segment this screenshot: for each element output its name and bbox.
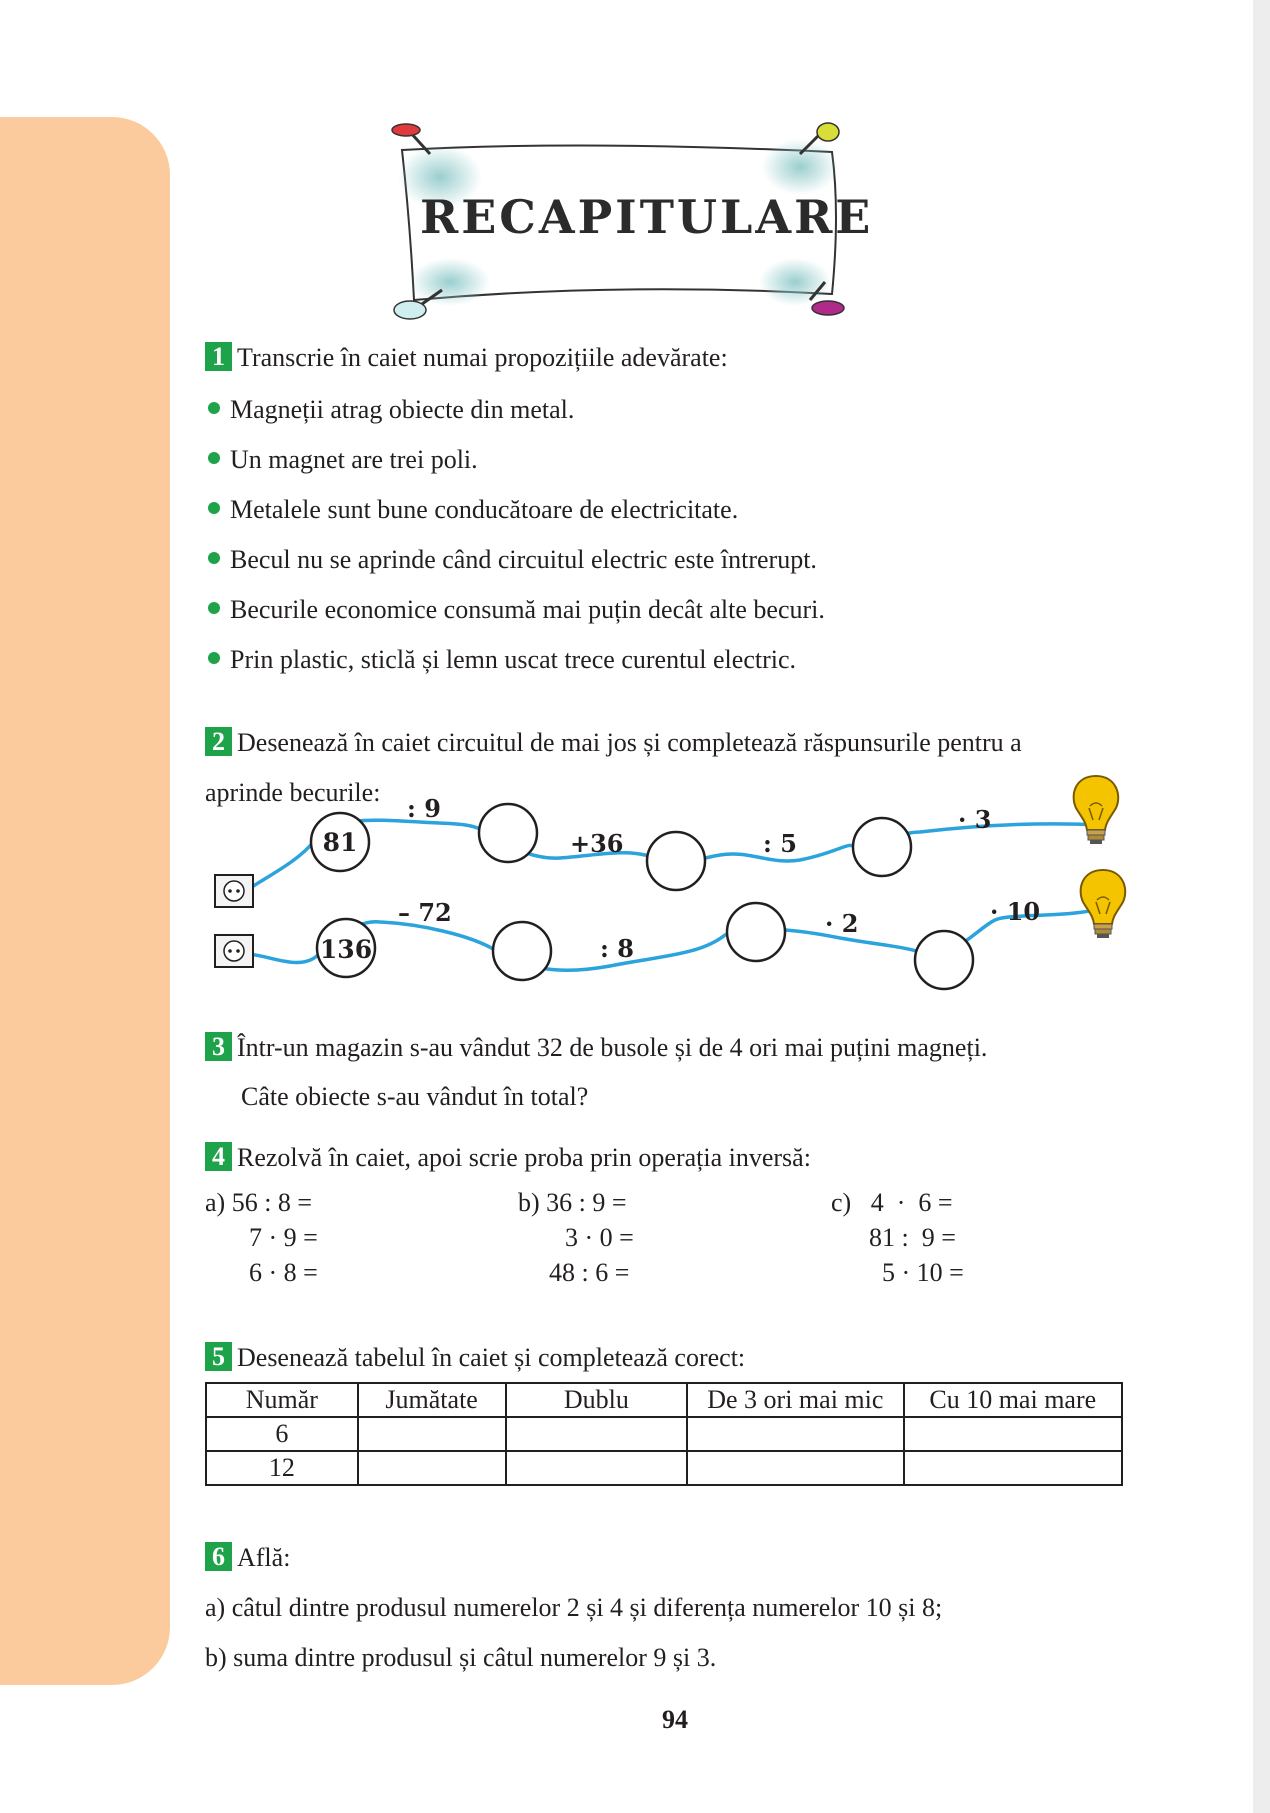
table-row	[206, 1417, 1122, 1451]
answer-circle	[727, 903, 785, 961]
electric-socket-icon	[215, 875, 253, 907]
answer-table	[205, 1382, 1123, 1486]
exercise-number-badge: 1	[205, 342, 232, 371]
list-item: Un magnet are trei poli.	[208, 445, 478, 475]
exercise-2-prompt: 2 Desenează în caiet circuitul de mai jos și completează răspunsurile pentru a	[205, 727, 1022, 758]
exercise-2-prompt-continued: aprinde becurile:	[205, 778, 381, 807]
side-band	[0, 117, 170, 1685]
bullet-dot-icon	[208, 502, 220, 514]
math-item: 7 · 9 =	[249, 1223, 318, 1252]
answer-circle	[915, 931, 973, 989]
circuit-2-operation: : 8	[600, 934, 634, 963]
page-edge	[1253, 0, 1270, 1813]
exercise-6-item-a: a) câtul dintre produsul numerelor 2 și 4 și diferența numerelor 10 și 8;	[205, 1593, 943, 1622]
light-bulb-icon	[1074, 776, 1119, 844]
circuit-1-operation: : 9	[407, 794, 441, 823]
table-header: Cu 10 mai mare	[904, 1383, 1122, 1417]
math-item: c) 4 · 6 =	[831, 1188, 953, 1217]
table-header-row	[206, 1383, 1122, 1417]
circuit-2-start-value: 136	[319, 935, 373, 964]
exercise-number-badge: 3	[205, 1032, 232, 1061]
circuit-2-operation: · 10	[990, 897, 1041, 926]
circuit-2-operation: – 72	[398, 898, 452, 927]
bullet-dot-icon	[208, 602, 220, 614]
list-item: Prin plastic, sticlă și lemn uscat trece curentul electric.	[208, 645, 796, 675]
table-cell	[687, 1451, 903, 1485]
exercise-1-prompt: 1 Transcrie în caiet numai propozițiile adevărate:	[205, 342, 728, 373]
table-cell: 12	[206, 1451, 358, 1485]
exercise-3-prompt: 3 Într-un magazin s-au vândut 32 de busole și de 4 ori mai puțini magneți.	[205, 1032, 987, 1063]
circuit-2-operation: · 2	[825, 909, 859, 938]
table-header: De 3 ori mai mic	[687, 1383, 903, 1417]
circuit-1-operation: · 3	[958, 805, 992, 834]
exercise-6-item-b: b) suma dintre produsul și câtul numerelor 9 și 3.	[205, 1643, 717, 1672]
table-header: Jumătate	[358, 1383, 506, 1417]
table-cell	[904, 1417, 1122, 1451]
banner-title: RECAPITULARE	[420, 190, 874, 244]
list-item: Metalele sunt bune conducătoare de electricitate.	[208, 495, 738, 525]
bullet-dot-icon	[208, 652, 220, 664]
bullet-dot-icon	[208, 552, 220, 564]
electric-socket-icon	[215, 935, 253, 967]
list-item: Becurile economice consumă mai puțin decât alte becuri.	[208, 595, 825, 625]
math-item: a) 56 : 8 =	[205, 1188, 313, 1217]
math-item: 5 · 10 =	[882, 1258, 964, 1287]
circuit-1-start-value: 81	[322, 828, 358, 857]
light-bulb-icon	[1081, 870, 1126, 938]
exercise-6-prompt: 6 Află:	[205, 1542, 290, 1573]
answer-circle	[479, 804, 537, 862]
answer-circle	[647, 832, 705, 890]
math-item: 3 · 0 =	[565, 1223, 634, 1252]
exercise-number-badge: 5	[205, 1342, 232, 1371]
circuit-1-operation: : 5	[763, 829, 797, 858]
list-item: Magneții atrag obiecte din metal.	[208, 395, 574, 425]
answer-circle	[493, 922, 551, 980]
circuit-1-operation: +36	[570, 829, 624, 858]
table-cell	[904, 1451, 1122, 1485]
table-cell	[687, 1417, 903, 1451]
list-item: Becul nu se aprinde când circuitul electric este întrerupt.	[208, 545, 817, 575]
exercise-5-prompt: 5 Desenează tabelul în caiet și completează corect:	[205, 1342, 745, 1373]
answer-circle	[853, 818, 911, 876]
bullet-dot-icon	[208, 402, 220, 414]
table-cell	[506, 1451, 688, 1485]
table-cell	[506, 1417, 688, 1451]
table-cell	[358, 1451, 506, 1485]
exercise-3-question: Câte obiecte s-au vândut în total?	[241, 1082, 589, 1111]
circuit-diagram	[205, 770, 1140, 1000]
math-item: 81 : 9 =	[869, 1223, 956, 1252]
math-item: b) 36 : 9 =	[518, 1188, 627, 1217]
exercise-number-badge: 6	[205, 1542, 232, 1571]
exercise-number-badge: 2	[205, 727, 232, 756]
table-cell: 6	[206, 1417, 358, 1451]
table-header: Număr	[206, 1383, 358, 1417]
table-cell	[358, 1417, 506, 1451]
table-header: Dublu	[506, 1383, 688, 1417]
exercise-number-badge: 4	[205, 1142, 232, 1171]
math-item: 48 : 6 =	[549, 1258, 630, 1287]
page-number: 94	[662, 1705, 688, 1734]
table-row	[206, 1451, 1122, 1485]
math-item: 6 · 8 =	[249, 1258, 318, 1287]
bullet-dot-icon	[208, 452, 220, 464]
exercise-4-prompt: 4 Rezolvă în caiet, apoi scrie proba prin operația inversă:	[205, 1142, 811, 1173]
